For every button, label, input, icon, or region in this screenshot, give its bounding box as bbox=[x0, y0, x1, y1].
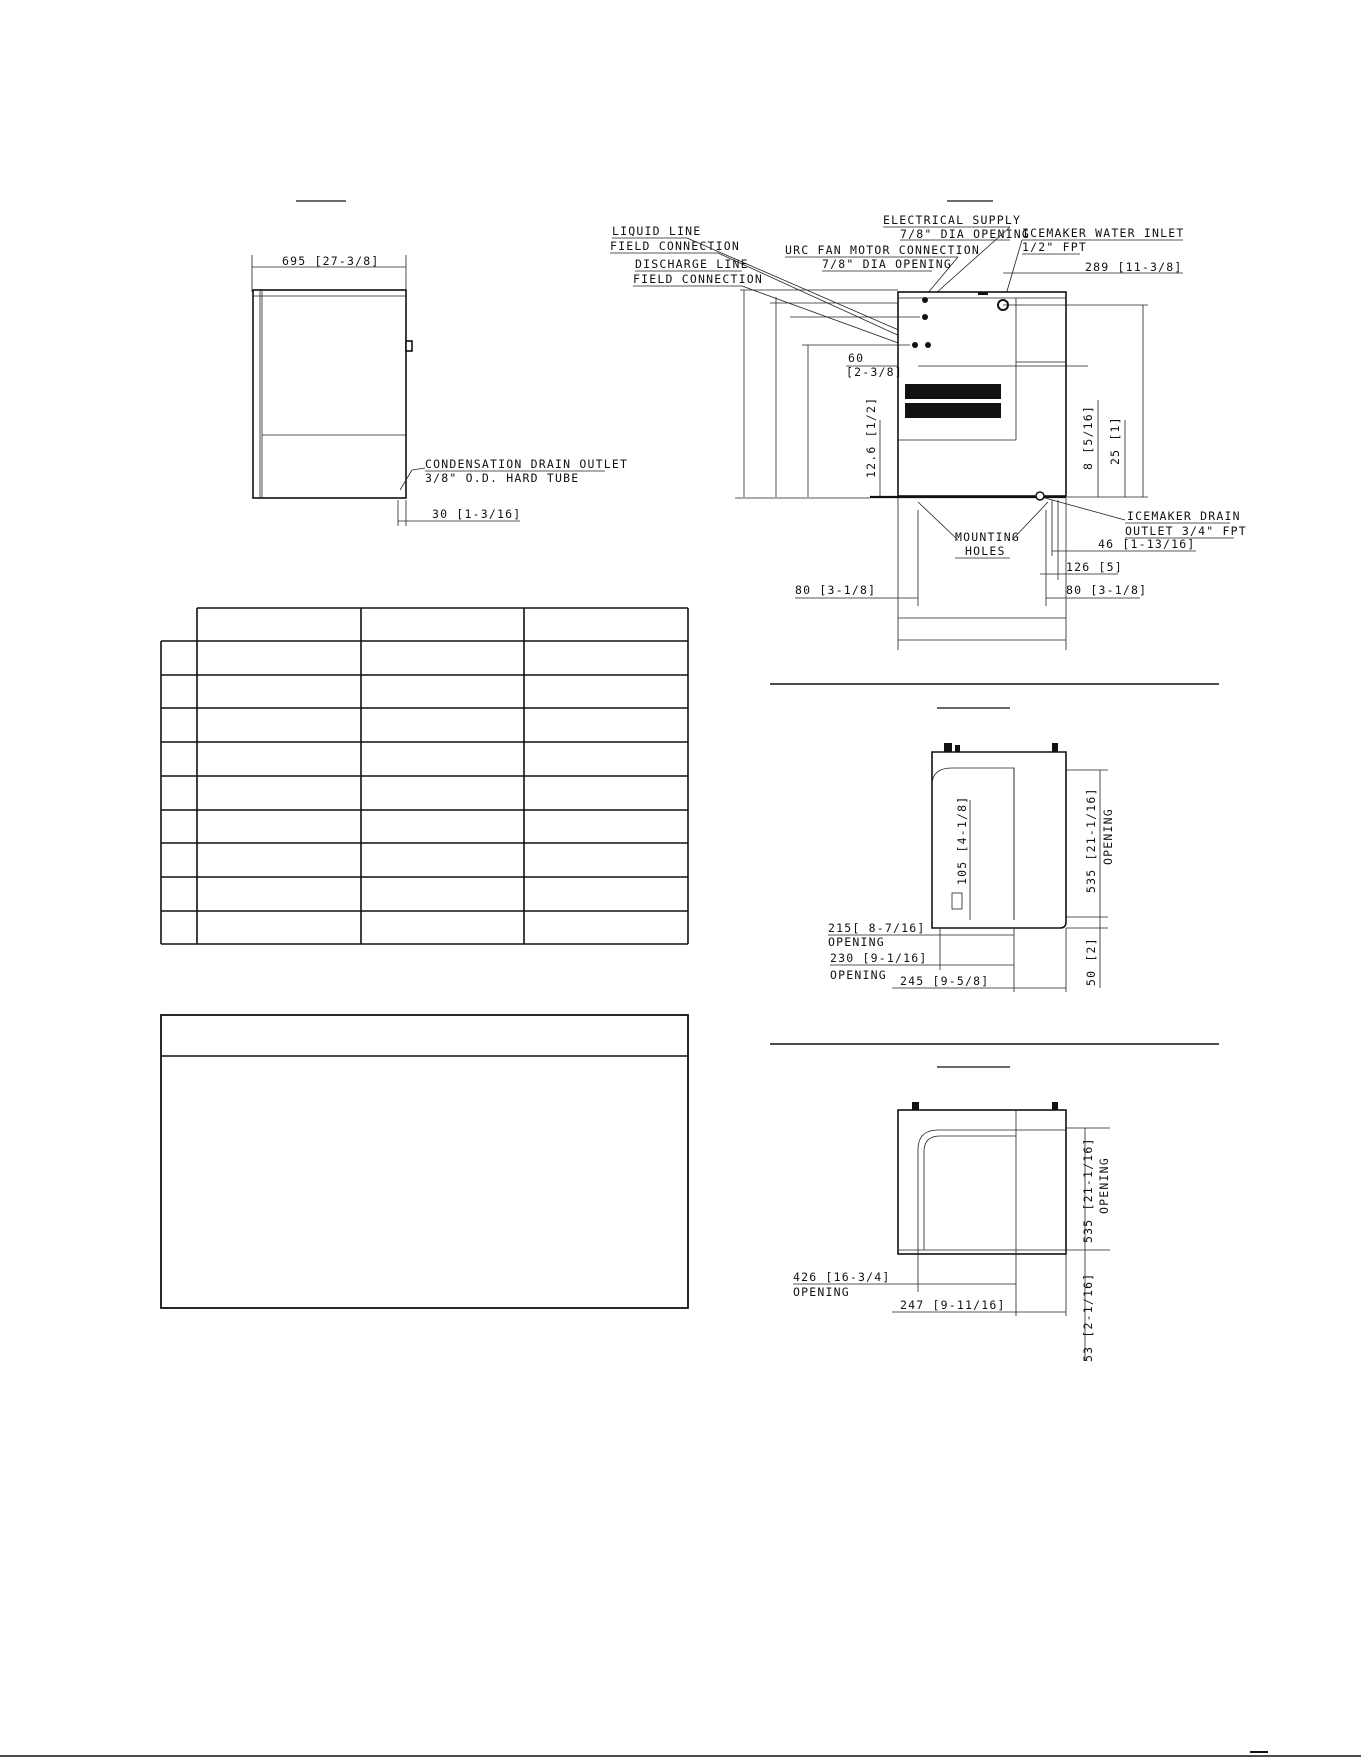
leader-line bbox=[1012, 502, 1048, 540]
opening-426: OPENING bbox=[793, 1285, 850, 1299]
mounting-label-2: HOLES bbox=[965, 544, 1006, 558]
urc-fan-label: URC FAN MOTOR CONNECTION bbox=[785, 243, 980, 257]
liquid-line-label: LIQUID LINE bbox=[612, 224, 702, 238]
water-inlet-sub: 1/2" FPT bbox=[1022, 240, 1087, 254]
cutout2-unit-body bbox=[898, 1110, 1066, 1254]
drain-sub: OUTLET 3/4" FPT bbox=[1125, 524, 1247, 538]
dim-60-in: [2-3/8] bbox=[846, 365, 903, 379]
liquid-line-sub: FIELD CONNECTION bbox=[610, 239, 740, 253]
dim-46: 46 [1-13/16] bbox=[1098, 537, 1196, 551]
dim-105: 105 [4-1/8] bbox=[955, 795, 969, 885]
drain-label: ICEMAKER DRAIN bbox=[1127, 509, 1241, 523]
dim-230: 230 [9-1/16] bbox=[830, 951, 928, 965]
dim-50: 50 [2] bbox=[1084, 937, 1098, 986]
mounting-label-1: MOUNTING bbox=[955, 530, 1020, 544]
water-inlet-offset: 289 [11-3/8] bbox=[1085, 260, 1183, 274]
discharge-line-port bbox=[925, 342, 931, 348]
dim-126: 126 [5] bbox=[1066, 560, 1123, 574]
liquid-line-port bbox=[912, 342, 918, 348]
top-fitting bbox=[978, 292, 988, 295]
electrical-opening bbox=[922, 297, 928, 303]
rear-view bbox=[610, 201, 1247, 650]
fitting bbox=[955, 745, 960, 752]
opening-right-cutout1: OPENING bbox=[1101, 808, 1115, 865]
dim-247: 247 [9-11/16] bbox=[900, 1298, 1006, 1312]
leader-line bbox=[1005, 240, 1022, 298]
drain-fitting bbox=[1036, 492, 1044, 500]
cutout-view-2 bbox=[793, 1067, 1111, 1362]
leader-line bbox=[1045, 498, 1125, 520]
dim-60: 60 bbox=[848, 351, 865, 365]
electrical-supply-label: ELECTRICAL SUPPLY bbox=[883, 213, 1022, 227]
dim-245: 245 [9-5/8] bbox=[900, 974, 990, 988]
drain-label-2: 3/8" O.D. HARD TUBE bbox=[425, 471, 580, 485]
dim-426: 426 [16-3/4] bbox=[793, 1270, 891, 1284]
louver-row bbox=[905, 384, 1001, 399]
fitting bbox=[944, 743, 952, 752]
side-width-label: 695 [27-3/8] bbox=[282, 254, 380, 268]
dim-535-cutout2: 535 [21-1/16] bbox=[1081, 1137, 1095, 1243]
water-inlet-label: ICEMAKER WATER INLET bbox=[1022, 226, 1185, 240]
drain-offset-label: 30 [1-3/16] bbox=[432, 507, 522, 521]
opening-right-cutout2: OPENING bbox=[1097, 1157, 1111, 1214]
spec-table bbox=[161, 608, 688, 944]
opening-215: OPENING bbox=[828, 935, 885, 949]
notes-box-frame bbox=[161, 1015, 688, 1308]
electrical-supply-sub: 7/8" DIA OPENING bbox=[900, 227, 1030, 241]
side-unit-body bbox=[253, 290, 406, 498]
discharge-line-label: DISCHARGE LINE bbox=[635, 257, 749, 271]
side-view bbox=[252, 201, 628, 526]
dim-215: 215[ 8-7/16] bbox=[828, 921, 926, 935]
fan-opening bbox=[922, 314, 928, 320]
side-fitting bbox=[406, 341, 412, 351]
fitting bbox=[1052, 1102, 1058, 1110]
louver-row bbox=[905, 403, 1001, 418]
fitting bbox=[912, 1102, 919, 1110]
dim-25: 25 [1] bbox=[1108, 416, 1122, 465]
dim-12-6: 12.6 [1/2] bbox=[864, 396, 878, 478]
fitting bbox=[1052, 743, 1058, 752]
drain-label-1: CONDENSATION DRAIN OUTLET bbox=[425, 457, 629, 471]
leader-line bbox=[918, 502, 958, 540]
dim-80-right: 80 [3-1/8] bbox=[1066, 583, 1148, 597]
opening-230: OPENING bbox=[830, 968, 887, 982]
dim-80-left: 80 [3-1/8] bbox=[795, 583, 877, 597]
dim-53: 53 [2-1/16] bbox=[1081, 1272, 1095, 1362]
dim-535-cutout1: 535 [21-1/16] bbox=[1084, 787, 1098, 893]
leader-line bbox=[412, 468, 425, 470]
dim-8: 8 [5/16] bbox=[1081, 405, 1095, 470]
urc-fan-sub: 7/8" DIA OPENING bbox=[822, 257, 952, 271]
notes-box bbox=[161, 1015, 688, 1308]
cutout-view-1 bbox=[828, 708, 1115, 992]
discharge-line-sub: FIELD CONNECTION bbox=[633, 272, 763, 286]
